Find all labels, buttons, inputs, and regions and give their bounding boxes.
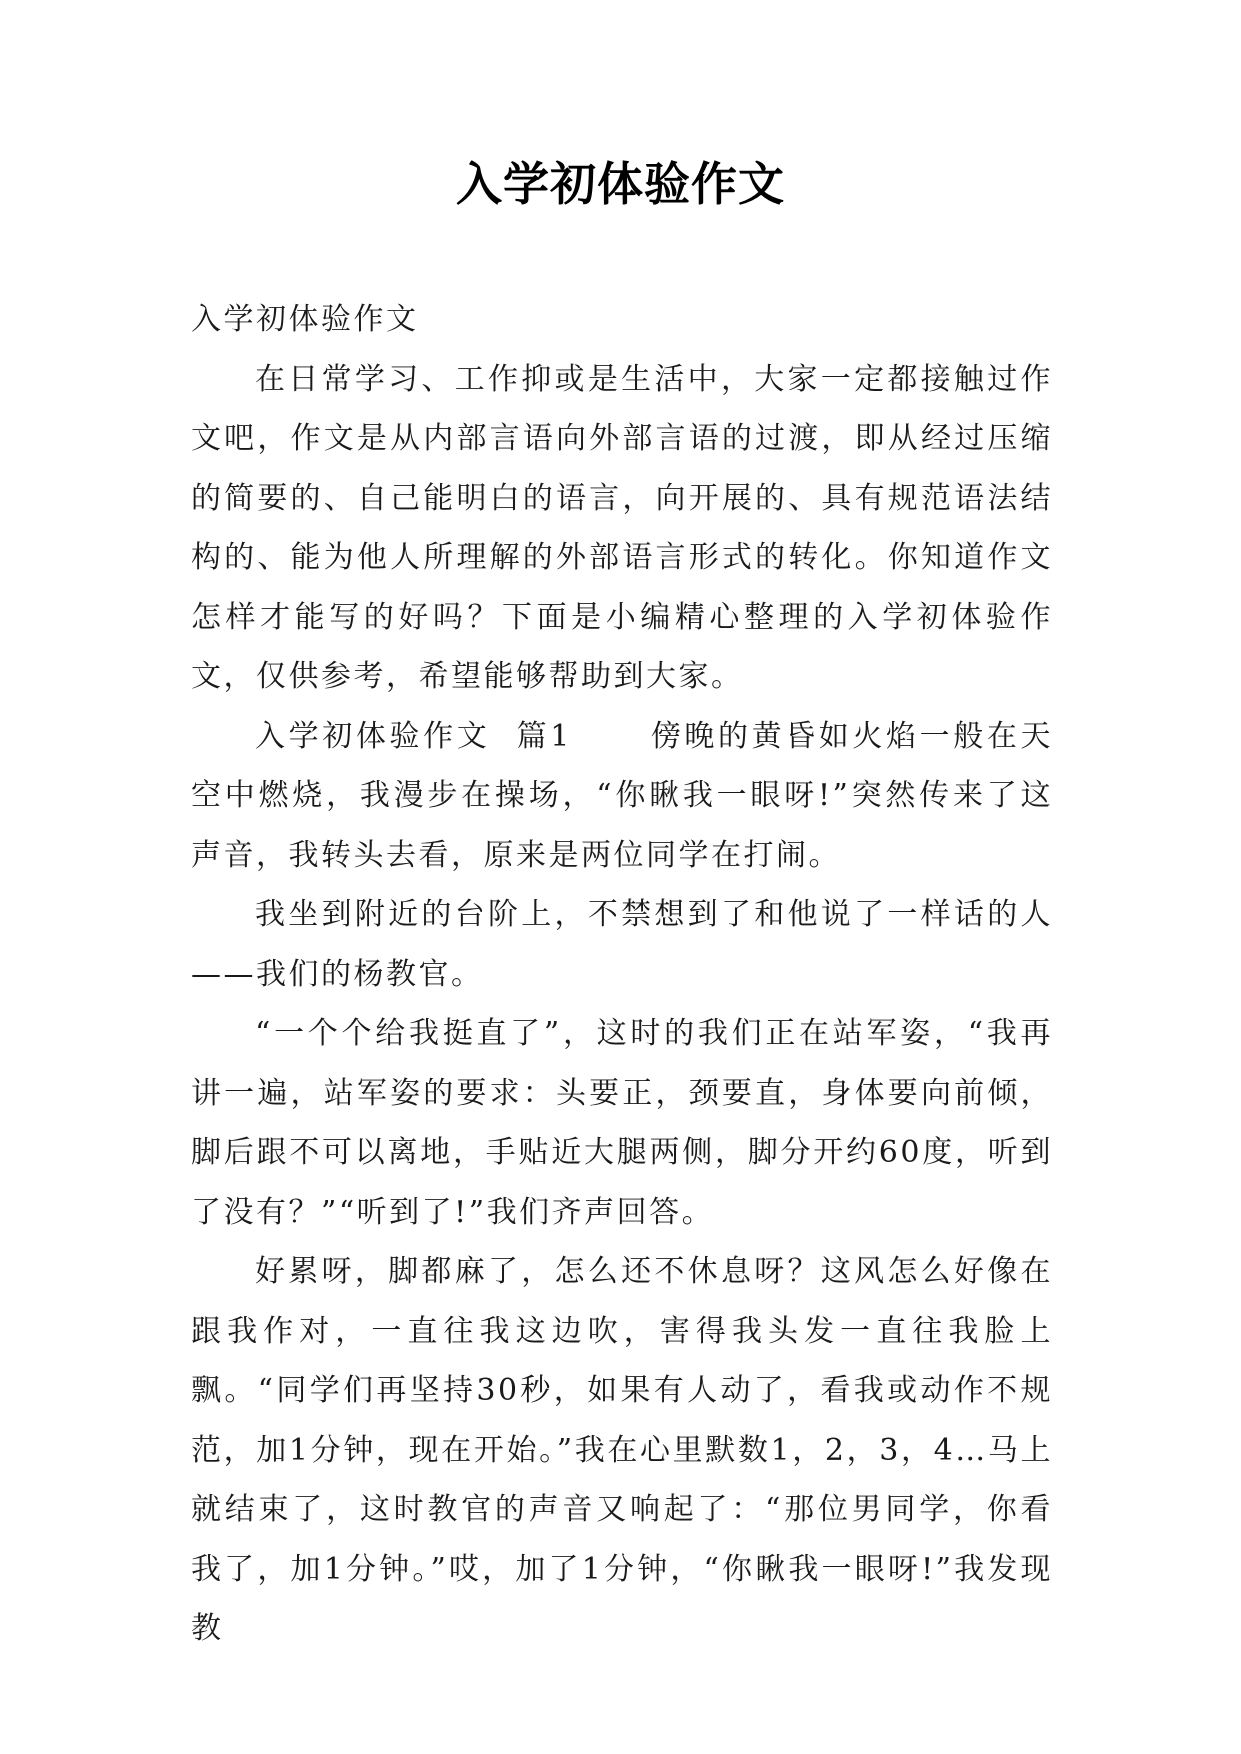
document-title: 入学初体验作文: [456, 157, 785, 211]
subtitle-paragraph: 入学初体验作文: [191, 302, 419, 337]
essay-paragraph: 我坐到附近的台阶上，不禁想到了和他说了一样话的人——我们的杨教官。: [191, 897, 1053, 992]
essay-paragraph: 入学初体验作文 篇1 傍晚的黄昏如火焰一般在天空中燃烧，我漫步在操场，“你瞅我一眼呀!”突然传来了这声音，我转头去看，原来是两位同学在打闹。: [191, 718, 1053, 873]
document-body: [191, 290, 1053, 1659]
essay-paragraph: 好累呀，脚都麻了，怎么还不休息呀？这风怎么好像在跟我作对，一直往我这边吹，害得我头发一直往我脸上飘。“同学们再坚持30秒，如果有人动了，看我或动作不规范，加1分钟，现在开始。”我在心里默数1，2，3，4…马上就结束了，这时教官的声音又响起了：“那位男同学，你看我了，加1分钟。”哎，加了1分钟，“你瞅我一眼呀!”我发现教: [191, 1254, 1053, 1646]
essay-paragraph: “一个个给我挺直了”，这时的我们正在站军姿，“我再讲一遍，站军姿的要求：头要正，颈要直，身体要向前倾，脚后跟不可以离地，手贴近大腿两侧，脚分开约60度，听到了没有？”“听到了!”我们齐声回答。: [191, 1016, 1053, 1230]
intro-paragraph: 在日常学习、工作抑或是生活中，大家一定都接触过作文吧，作文是从内部言语向外部言语的过渡，即从经过压缩的简要的、自己能明白的语言，向开展的、具有规范语法结构的、能为他人所理解的外部语言形式的转化。你知道作文怎样才能写的好吗？下面是小编精心整理的入学初体验作文，仅供参考，希望能够帮助到大家。: [191, 361, 1053, 694]
